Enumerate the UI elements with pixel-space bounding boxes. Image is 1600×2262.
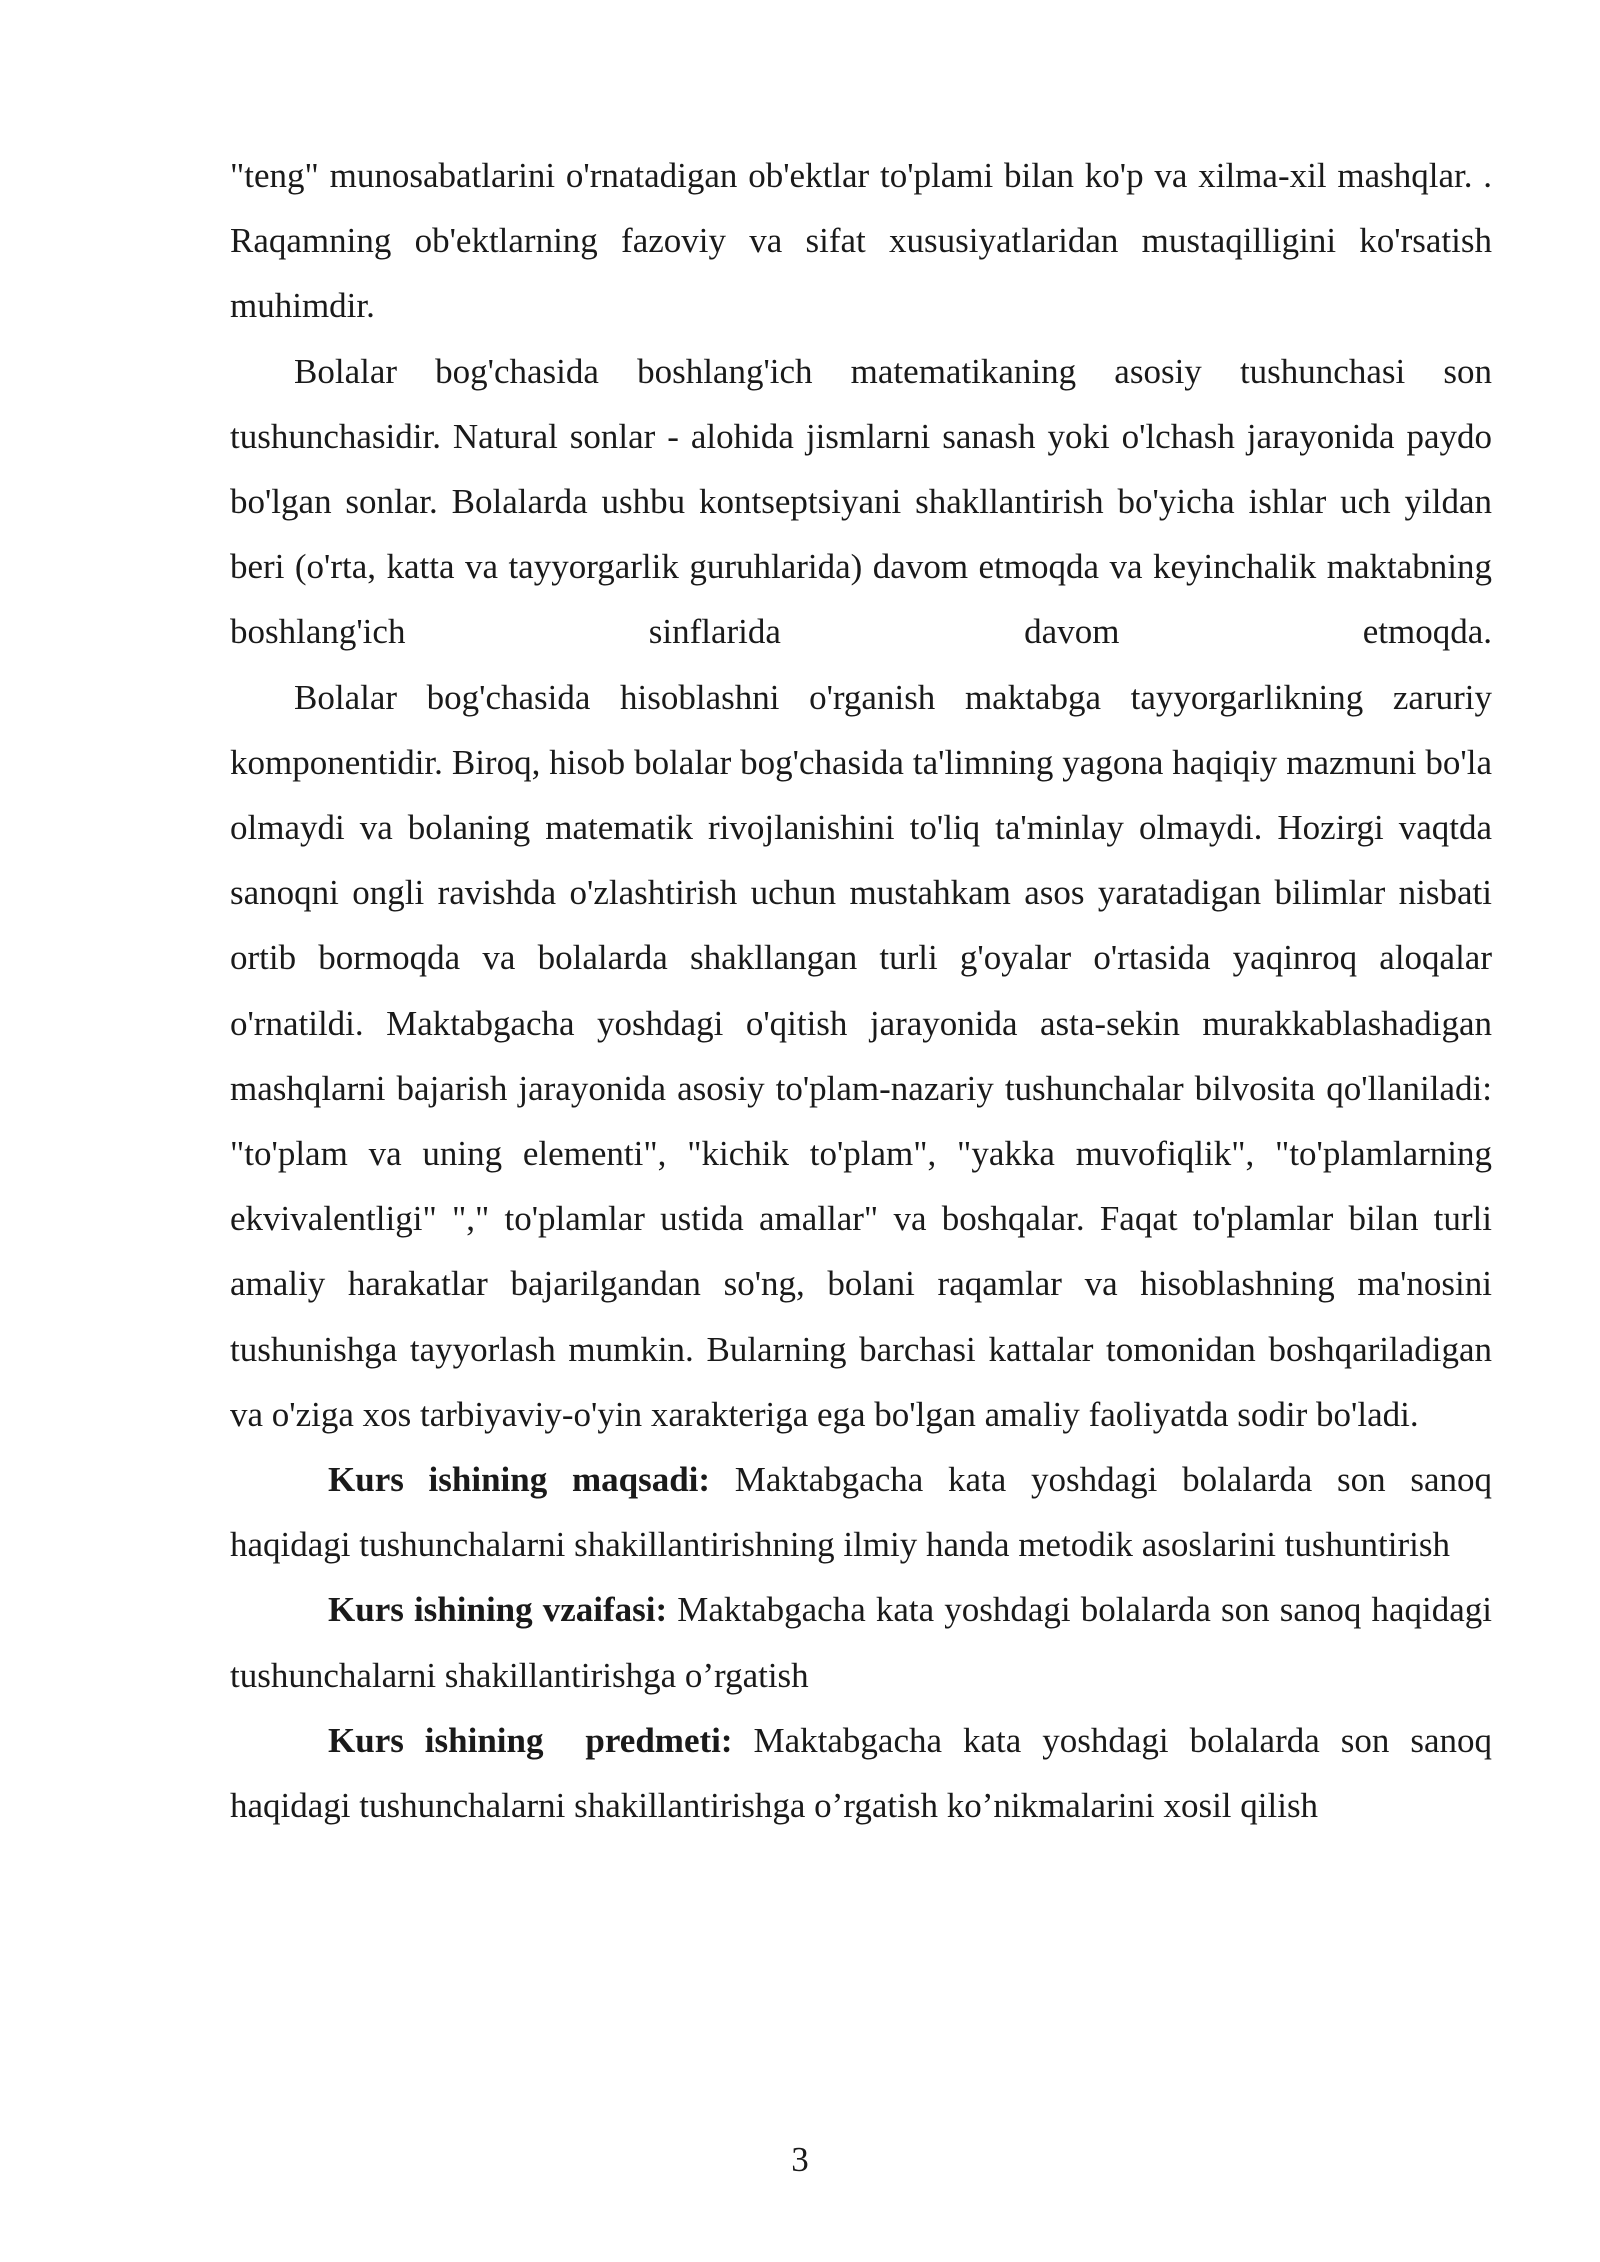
section-goal: [230, 1447, 1492, 1577]
page-body: [230, 143, 1492, 1838]
paragraph-counting-learning: Bolalar bog'chasida hisoblashni o'rganish maktabga tayyorgarlikning zaruriy komponentidir. Biroq, hisob bolalar bog'chasida ta'limning yagona haqiqiy mazmuni bo'la olmaydi va bolaning matematik rivojlanishini to'liq ta'minlay olmaydi. Hozirgi vaqtda sanoqni ongli ravishda o'zlashtirish uchun mustahkam asos yaratadigan bilimlar nisbati ortib bormoqda va bolalarda shakllangan turli g'oyalar o'rtasida yaqinroq aloqalar o'rnatildi. Maktabgacha yoshdagi o'qitish jarayonida asta-sekin murakkablashadigan mashqlarni bajarish jarayonida asosiy to'plam-nazariy tushunchalar bilvosita qo'llaniladi: "to'plam va uning elementi", "kichik to'plam", "yakka muvofiqlik", "to'plamlarning ekvivalentligi" "," to'plamlar ustida amallar" va boshqalar. Faqat to'plamlar bilan turli amaliy harakatlar bajarilgandan so'ng, bolani raqamlar va hisoblashning ma'nosini tushunishga tayyorlash mumkin. Bularning barchasi kattalar tomonidan boshqariladigan va o'ziga xos tarbiyaviy-o'yin xarakteriga ega bo'lgan amaliy faoliyatda sodir bo'ladi.: [230, 677, 1492, 1434]
section-task-text: Maktabgacha kata yoshdagi bolalarda son sanoq haqidagi tushunchalarni shakillantirishga o’rgatish: [230, 1590, 1492, 1695]
section-task-label: Kurs ishining vzaifasi:: [328, 1590, 668, 1630]
section-goal-label: Kurs ishining maqsadi:: [328, 1460, 711, 1500]
paragraph-intro: "teng" munosabatlarini o'rnatadigan ob'ektlar to'plami bilan ko'p va xilma-xil mashqlar. . Raqamning ob'ektlarning fazoviy va sifat xususiyatlaridan mustaqilligini ko'rsatish muhimdir.: [230, 156, 1492, 326]
section-goal-text: Maktabgacha kata yoshdagi bolalarda son sanoq haqidagi tushunchalarni shakillantirishning ilmiy handa metodik asoslarini tushuntirish: [230, 1460, 1492, 1565]
section-subject: [230, 1708, 1492, 1838]
section-subject-label: Kurs ishining predmeti:: [328, 1720, 733, 1760]
section-subject-text: Maktabgacha kata yoshdagi bolalarda son sanoq haqidagi tushunchalarni shakillantirishga o’rgatish ko’nikmalarini xosil qilish: [230, 1720, 1492, 1826]
page-number: 3: [791, 2140, 809, 2179]
section-task: [230, 1577, 1492, 1707]
paragraph-number-concept: Bolalar bog'chasida boshlang'ich matematikaning asosiy tushunchasi son tushunchasidir. Natural sonlar - alohida jismlarni sanash yoki o'lchash jarayonida paydo bo'lgan sonlar. Bolalarda ushbu kontseptsiyani shakllantirish bo'yicha ishlar uch yildan beri (o'rta, katta va tayyorgarlik guruhlarida) davom etmoqda va keyinchalik maktabning boshlang'ich sinflarida davom etmoqda.: [230, 351, 1492, 652]
